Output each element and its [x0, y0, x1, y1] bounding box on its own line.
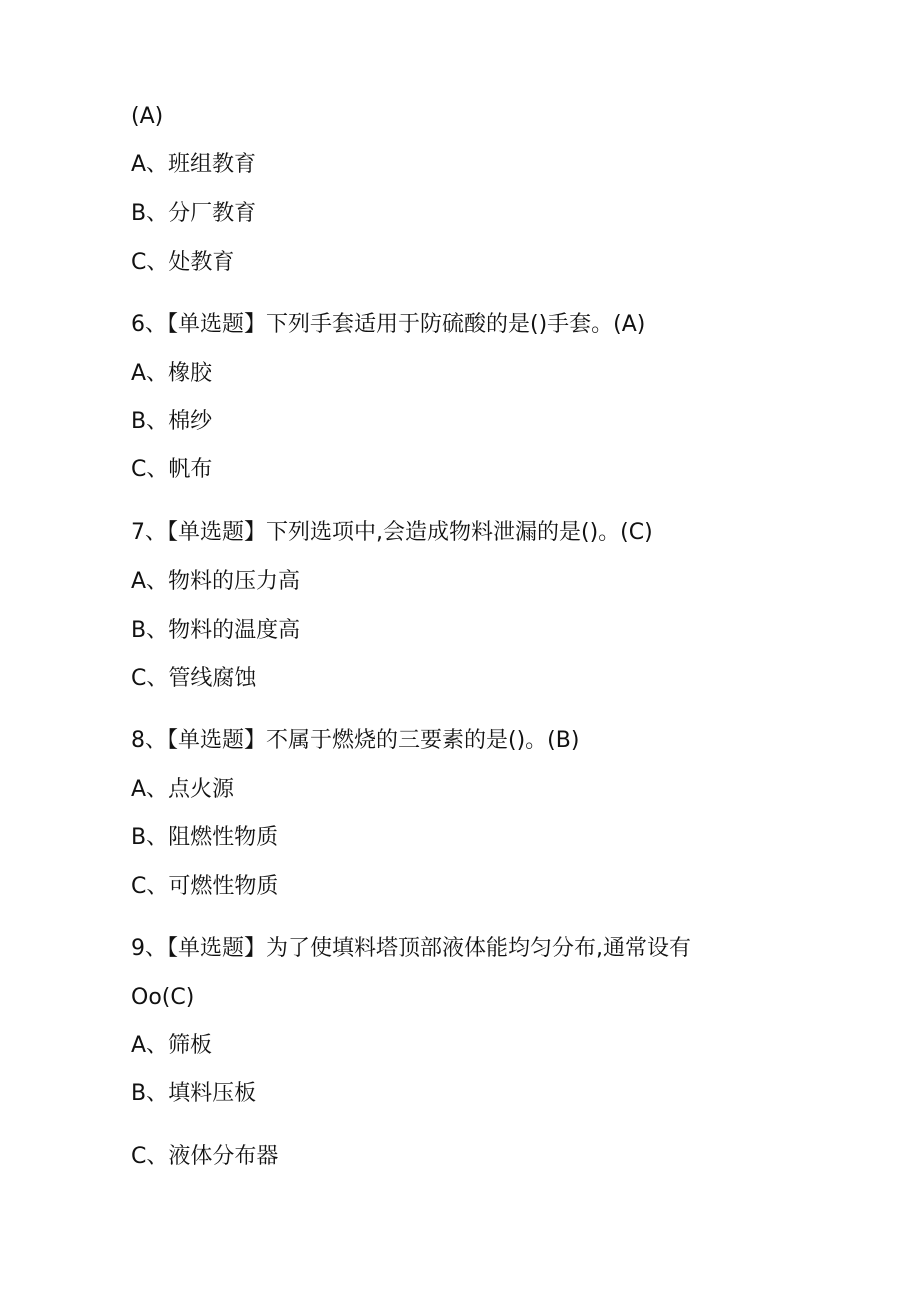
q6-option-b: B、棉纱 — [131, 409, 213, 434]
q9-option-b: B、填料压板 — [131, 1081, 257, 1106]
q7-option-b: B、物料的温度高 — [131, 618, 301, 643]
q7-question: 7、【单选题】下列选项中,会造成物料泄漏的是()。(C) — [131, 520, 653, 545]
q9-option-c: C、液体分布器 — [131, 1144, 279, 1169]
q6-option-a: A、橡胶 — [131, 361, 213, 386]
q5-answer: (A) — [131, 104, 164, 129]
q5-option-a: A、班组教育 — [131, 152, 257, 177]
q7-option-c: C、管线腐蚀 — [131, 666, 257, 691]
q8-option-c: C、可燃性物质 — [131, 874, 279, 899]
q9-answer: Oo(C) — [131, 985, 195, 1010]
q9-question: 9、【单选题】为了使填料塔顶部液体能均匀分布,通常设有 — [131, 936, 691, 961]
q6-question: 6、【单选题】下列手套适用于防硫酸的是()手套。(A) — [131, 312, 646, 337]
q8-question: 8、【单选题】不属于燃烧的三要素的是()。(B) — [131, 728, 580, 753]
q5-option-b: B、分厂教育 — [131, 201, 257, 226]
q9-option-a: A、筛板 — [131, 1033, 213, 1058]
q6-option-c: C、帆布 — [131, 457, 213, 482]
q7-option-a: A、物料的压力高 — [131, 569, 301, 594]
q5-option-c: C、处教育 — [131, 250, 235, 275]
q8-option-a: A、点火源 — [131, 777, 235, 802]
q8-option-b: B、阻燃性物质 — [131, 825, 279, 850]
